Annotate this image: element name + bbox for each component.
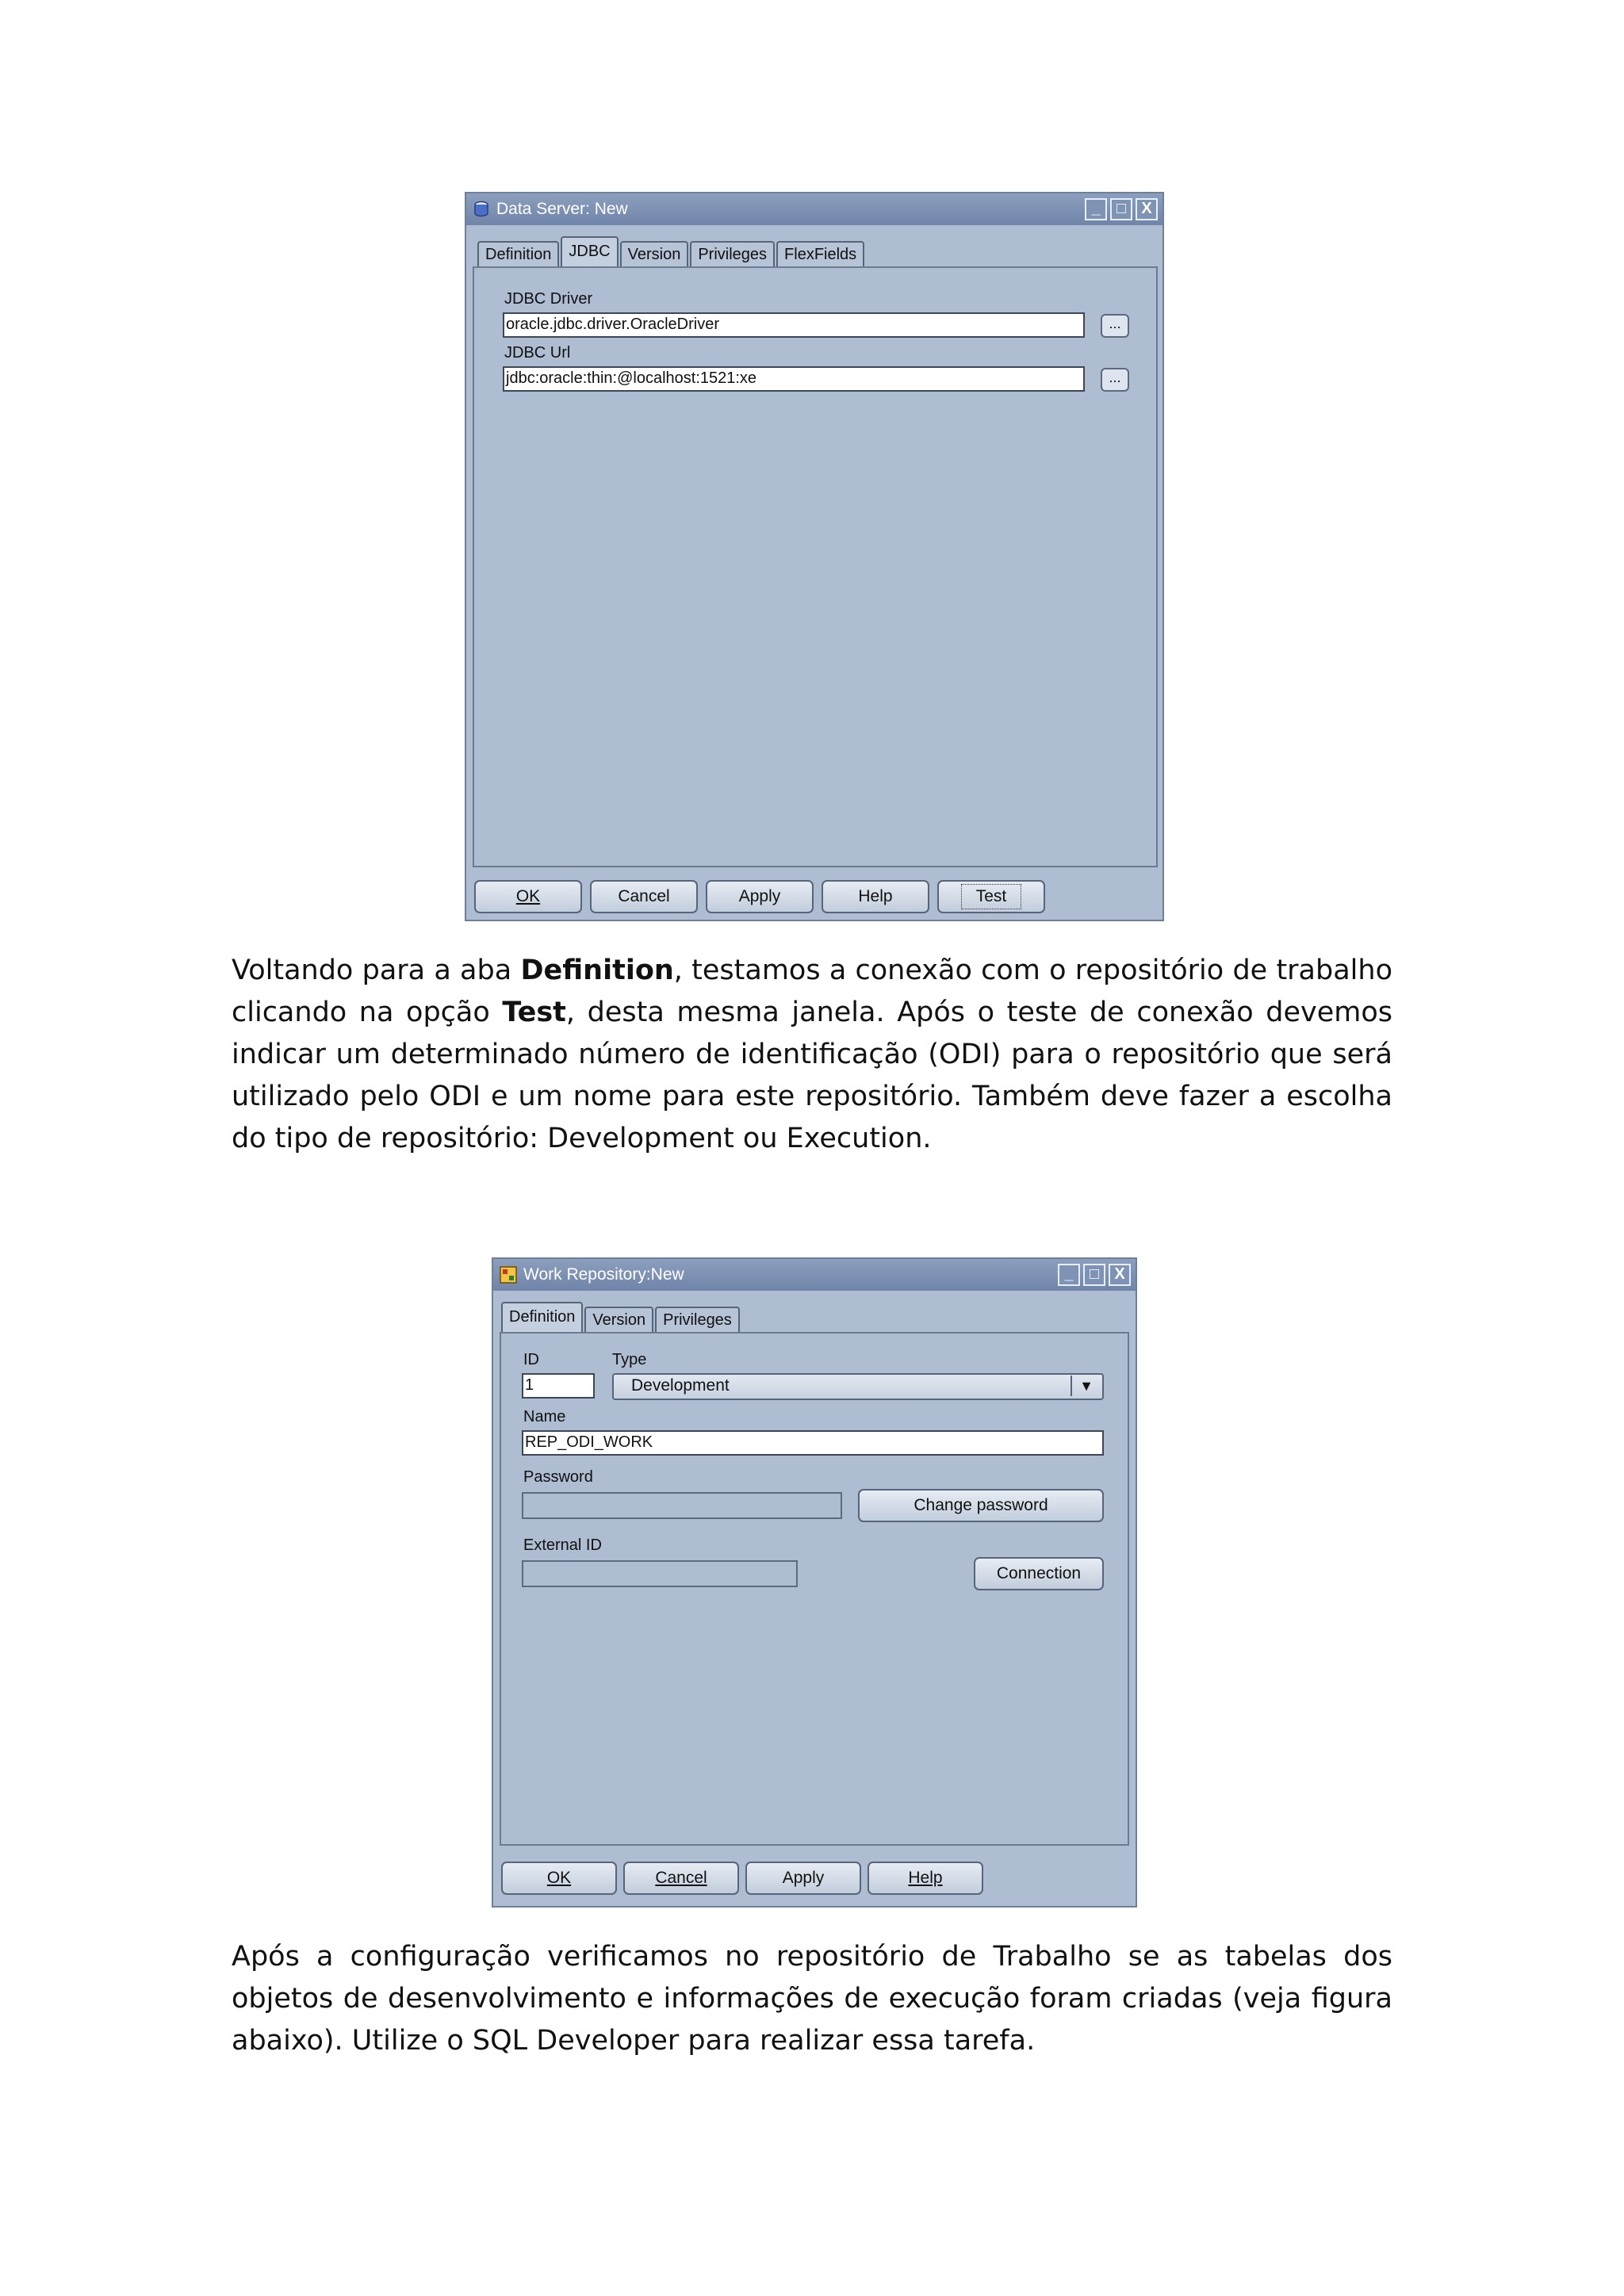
minimize-button[interactable]: _ [1085, 198, 1107, 220]
password-label: Password [523, 1468, 593, 1486]
tab-definition[interactable]: Definition [477, 241, 559, 266]
paragraph-1-part-2: , testamos a conexão com o repositório de trabalho clicando na opção [232, 955, 1392, 1028]
work-repository-window [492, 1257, 1137, 1908]
tab-bar [501, 1302, 741, 1332]
name-field[interactable]: REP_ODI_WORK [522, 1430, 1104, 1456]
jdbc-url-label: JDBC Url [504, 344, 571, 362]
cancel-label: Cancel [618, 887, 670, 905]
maximize-button[interactable]: □ [1083, 1264, 1105, 1286]
connection-label: Connection [996, 1564, 1082, 1582]
type-select-value: Development [631, 1376, 730, 1395]
password-field[interactable] [522, 1492, 842, 1519]
chevron-down-icon[interactable]: ▼ [1071, 1376, 1101, 1396]
database-icon [473, 201, 490, 218]
tab-bar [477, 236, 866, 266]
title-bar[interactable] [466, 193, 1162, 225]
tab-privileges[interactable]: Privileges [655, 1307, 740, 1332]
cancel-button[interactable] [590, 880, 698, 913]
data-server-window [465, 192, 1164, 921]
external-id-label: External ID [523, 1536, 602, 1554]
tab-jdbc[interactable]: JDBC [561, 236, 618, 266]
close-button[interactable]: X [1109, 1264, 1131, 1286]
ok-button[interactable] [501, 1862, 617, 1895]
window-title: Data Server: New [496, 200, 628, 218]
help-button[interactable] [868, 1862, 983, 1895]
jdbc-driver-label: JDBC Driver [504, 290, 593, 308]
jdbc-driver-field[interactable]: oracle.jdbc.driver.OracleDriver [503, 312, 1085, 338]
paragraph-1-part-3: , desta mesma janela. Após o teste de conexão devemos indicar um determinado número de identificação (ODI) para o repositório que será utilizado pelo ODI e um nome para este repositório. Também deve fazer a escolha do tipo de repositório: Development ou Execution. [232, 997, 1392, 1154]
apply-button[interactable] [745, 1862, 861, 1895]
tab-definition[interactable]: Definition [501, 1302, 583, 1332]
ok-label: OK [546, 1869, 572, 1887]
repository-icon [500, 1266, 517, 1284]
cancel-label: Cancel [655, 1869, 707, 1887]
ok-button[interactable] [474, 880, 582, 913]
close-button[interactable]: X [1136, 198, 1158, 220]
id-field[interactable]: 1 [522, 1373, 595, 1399]
window-title: Work Repository:New [523, 1265, 684, 1284]
title-bar[interactable] [493, 1259, 1136, 1291]
tab-flexfields[interactable]: FlexFields [776, 241, 864, 266]
id-label: ID [523, 1351, 539, 1368]
tab-version[interactable]: Version [620, 241, 689, 266]
test-button[interactable] [937, 880, 1045, 913]
help-label: Help [858, 887, 893, 905]
external-id-field[interactable] [522, 1560, 798, 1587]
tab-version[interactable]: Version [584, 1307, 653, 1332]
paragraph-1-bold-definition: Definition [520, 955, 674, 986]
type-label: Type [612, 1351, 647, 1368]
help-button[interactable] [822, 880, 929, 913]
paragraph-2: Após a configuração verificamos no repositório de Trabalho se as tabelas dos objetos de desenvolvimento e informações de execução foram criadas (veja figura abaixo). Utilize o SQL Developer para realizar essa tarefa. [232, 1941, 1392, 2057]
minimize-button[interactable]: _ [1058, 1264, 1080, 1286]
change-password-label: Change password [914, 1496, 1048, 1514]
ok-label: OK [515, 887, 541, 905]
paragraph-1-bold-test: Test [502, 997, 566, 1028]
jdbc-driver-browse-button[interactable]: ... [1101, 314, 1129, 338]
maximize-button[interactable]: □ [1110, 198, 1132, 220]
help-label: Help [908, 1869, 943, 1887]
apply-label: Apply [738, 887, 781, 905]
apply-button[interactable] [706, 880, 814, 913]
change-password-button[interactable] [858, 1489, 1104, 1522]
definition-panel [500, 1332, 1129, 1846]
connection-button[interactable] [974, 1557, 1104, 1590]
jdbc-panel [473, 266, 1158, 867]
jdbc-url-browse-button[interactable]: ... [1101, 368, 1129, 392]
test-label: Test [961, 884, 1022, 909]
jdbc-url-field[interactable]: jdbc:oracle:thin:@localhost:1521:xe [503, 366, 1085, 392]
paragraph-1-part-1: Voltando para a aba [232, 955, 521, 986]
apply-label: Apply [782, 1869, 825, 1887]
paragraph-1 [232, 950, 1392, 1160]
tab-privileges[interactable]: Privileges [690, 241, 775, 266]
name-label: Name [523, 1408, 566, 1425]
cancel-button[interactable] [623, 1862, 739, 1895]
type-select[interactable] [612, 1373, 1104, 1400]
